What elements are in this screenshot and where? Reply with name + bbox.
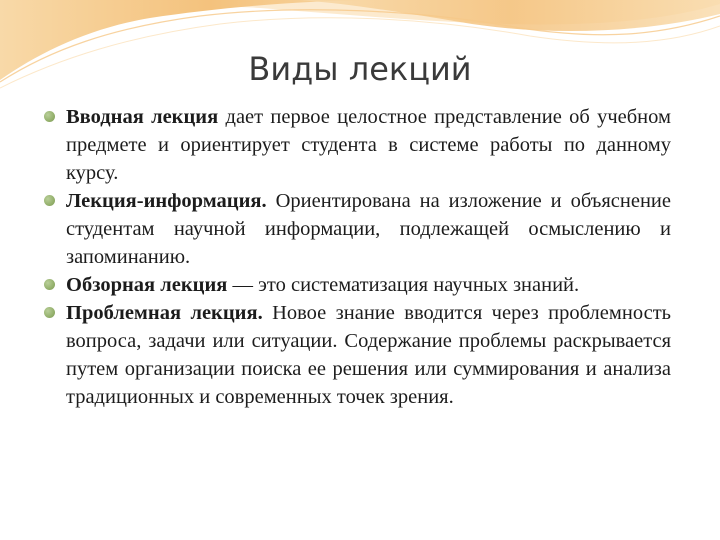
bullet-dot-icon xyxy=(44,279,55,290)
list-item xyxy=(44,103,671,187)
item-text: дает первое целостное представление об учебном предмете и ориентирует студента в системе работы по данному курсу. xyxy=(66,106,671,184)
item-term: Обзорная лекция xyxy=(66,274,228,296)
slide-title: Виды лекций xyxy=(248,50,472,88)
list-item xyxy=(44,299,671,411)
item-term: Лекция-информация. xyxy=(66,190,267,212)
bullet-dot-icon xyxy=(44,195,55,206)
item-text: Ориентирована на изложение и объяснение студентам научной информации, подлежащей осмыслению и запоминанию. xyxy=(66,190,671,268)
list-item xyxy=(44,271,671,299)
bullet-dot-icon xyxy=(44,111,55,122)
list-item xyxy=(44,187,671,271)
bullet-dot-icon xyxy=(44,307,55,318)
item-term: Вводная лекция xyxy=(66,106,219,128)
item-term: Проблемная лекция. xyxy=(66,302,263,324)
item-text: — это систематизация научных знаний. xyxy=(227,274,580,296)
lecture-types-list xyxy=(44,103,671,411)
item-text: Новое знание вводится через проблемность вопроса, задачи или ситуации. Содержание проблемы раскрывается путем организации поиска ее решения или суммирования и анализа традиционных и современных точек зрения. xyxy=(66,302,671,408)
